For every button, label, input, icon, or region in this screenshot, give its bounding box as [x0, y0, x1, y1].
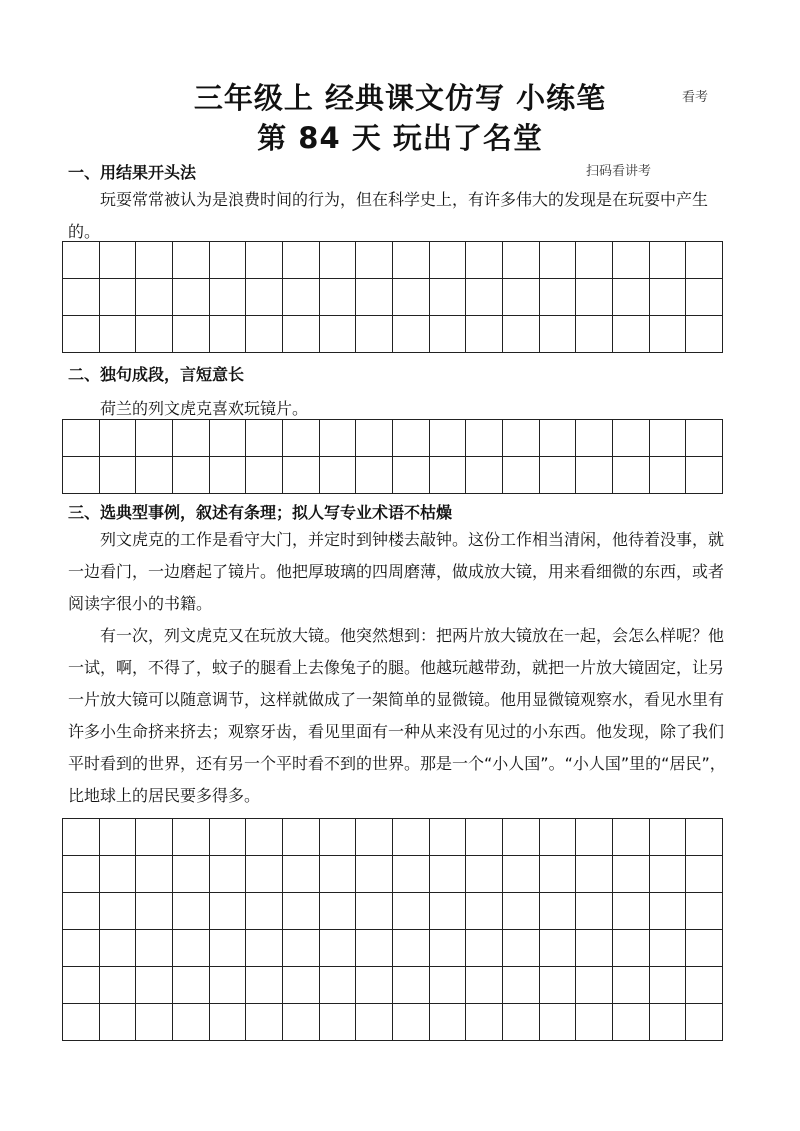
section-1-heading: 一、用结果开头法	[68, 163, 197, 182]
grid-cell[interactable]	[320, 967, 357, 1004]
grid-cell[interactable]	[283, 930, 320, 967]
grid-cell[interactable]	[503, 930, 540, 967]
section-1-paragraph: 玩耍常常被认为是浪费时间的行为，但在科学史上，有许多伟大的发现是在玩耍中产生的。	[68, 190, 709, 241]
grid-cell[interactable]	[393, 242, 430, 279]
grid-cell[interactable]	[613, 856, 650, 893]
section-2-heading: 二、独句成段，言短意长	[68, 365, 245, 384]
grid-cell[interactable]	[613, 420, 650, 457]
grid-cell[interactable]	[173, 930, 210, 967]
grid-cell[interactable]	[576, 856, 613, 893]
grid-cell[interactable]	[246, 316, 283, 353]
grid-cell[interactable]	[650, 930, 687, 967]
grid-cell[interactable]	[686, 420, 723, 457]
grid-cell[interactable]	[173, 420, 210, 457]
section-2-paragraph: 荷兰的列文虎克喜欢玩镜片。	[100, 399, 309, 418]
grid-cell[interactable]	[136, 420, 173, 457]
grid-cell[interactable]	[503, 819, 540, 856]
grid-cell[interactable]	[100, 819, 137, 856]
grid-cell[interactable]	[503, 242, 540, 279]
grid-cell[interactable]	[283, 457, 320, 494]
grid-cell[interactable]	[613, 819, 650, 856]
grid-cell[interactable]	[540, 242, 577, 279]
grid-cell[interactable]	[210, 856, 247, 893]
grid-cell[interactable]	[136, 279, 173, 316]
grid-cell[interactable]	[320, 457, 357, 494]
grid-cell[interactable]	[210, 1004, 247, 1041]
grid-cell[interactable]	[650, 1004, 687, 1041]
grid-cell[interactable]	[686, 457, 723, 494]
grid-cell[interactable]	[63, 1004, 100, 1041]
grid-cell[interactable]	[136, 242, 173, 279]
grid-cell[interactable]	[686, 930, 723, 967]
grid-cell[interactable]	[283, 316, 320, 353]
grid-cell[interactable]	[63, 242, 100, 279]
grid-cell[interactable]	[650, 279, 687, 316]
grid-cell[interactable]	[210, 967, 247, 1004]
grid-cell[interactable]	[173, 893, 210, 930]
writing-grid-3[interactable]	[62, 818, 723, 1041]
grid-cell[interactable]	[466, 893, 503, 930]
grid-cell[interactable]	[246, 930, 283, 967]
grid-cell[interactable]	[173, 316, 210, 353]
grid-cell[interactable]	[576, 819, 613, 856]
grid-cell[interactable]	[356, 242, 393, 279]
grid-cell[interactable]	[63, 967, 100, 1004]
grid-cell[interactable]	[650, 893, 687, 930]
grid-cell[interactable]	[173, 967, 210, 1004]
grid-cell[interactable]	[430, 930, 467, 967]
grid-cell[interactable]	[283, 1004, 320, 1041]
grid-cell[interactable]	[540, 1004, 577, 1041]
grid-cell[interactable]	[503, 1004, 540, 1041]
grid-cell[interactable]	[650, 819, 687, 856]
grid-cell[interactable]	[576, 1004, 613, 1041]
grid-cell[interactable]	[650, 420, 687, 457]
grid-cell[interactable]	[540, 457, 577, 494]
grid-cell[interactable]	[63, 819, 100, 856]
grid-cell[interactable]	[576, 893, 613, 930]
grid-cell[interactable]	[503, 856, 540, 893]
grid-cell[interactable]	[100, 457, 137, 494]
grid-cell[interactable]	[320, 856, 357, 893]
grid-cell[interactable]	[686, 819, 723, 856]
grid-cell[interactable]	[613, 930, 650, 967]
grid-cell[interactable]	[613, 1004, 650, 1041]
grid-cell[interactable]	[540, 967, 577, 1004]
grid-cell[interactable]	[63, 856, 100, 893]
grid-cell[interactable]	[173, 242, 210, 279]
grid-cell[interactable]	[356, 967, 393, 1004]
grid-cell[interactable]	[136, 967, 173, 1004]
grid-cell[interactable]	[650, 457, 687, 494]
grid-cell[interactable]	[540, 279, 577, 316]
grid-cell[interactable]	[100, 420, 137, 457]
grid-cell[interactable]	[430, 819, 467, 856]
grid-cell[interactable]	[650, 242, 687, 279]
grid-cell[interactable]	[210, 242, 247, 279]
grid-cell[interactable]	[320, 893, 357, 930]
grid-cell[interactable]	[466, 242, 503, 279]
grid-cell[interactable]	[356, 819, 393, 856]
grid-cell[interactable]	[136, 856, 173, 893]
grid-cell[interactable]	[246, 967, 283, 1004]
section-3-paragraph-2: 有一次，列文虎克又在玩放大镜。他突然想到：把两片放大镜放在一起，会怎么样呢？他一试，啊，不得了，蚊子的腿看上去像兔子的腿。他越玩越带劲，就把一片放大镜固定，让另一片放大镜可以随意调节，这样就做成了一架简单的显微镜。他用显微镜观察水，看见水里有许多小生命挤来挤去；观察牙齿，看见里面有一种从来没有见过的小东西。他发现，除了我们平时看到的世界，还有另一个平时看不到的世界。那是一个“小人国”。“小人国”里的“居民”，比地球上的居民要多得多。	[68, 626, 726, 805]
grid-cell[interactable]	[503, 420, 540, 457]
grid-cell[interactable]	[576, 420, 613, 457]
grid-cell[interactable]	[63, 893, 100, 930]
grid-cell[interactable]	[320, 420, 357, 457]
grid-cell[interactable]	[283, 420, 320, 457]
grid-cell[interactable]	[173, 1004, 210, 1041]
grid-cell[interactable]	[246, 420, 283, 457]
grid-cell[interactable]	[576, 279, 613, 316]
grid-cell[interactable]	[540, 893, 577, 930]
grid-cell[interactable]	[356, 930, 393, 967]
grid-cell[interactable]	[576, 316, 613, 353]
stamp-label: 看考	[682, 90, 709, 105]
grid-cell[interactable]	[173, 279, 210, 316]
grid-cell[interactable]	[503, 967, 540, 1004]
grid-cell[interactable]	[576, 967, 613, 1004]
grid-cell[interactable]	[100, 893, 137, 930]
grid-cell[interactable]	[650, 967, 687, 1004]
grid-cell[interactable]	[63, 930, 100, 967]
grid-cell[interactable]	[613, 457, 650, 494]
grid-cell[interactable]	[100, 856, 137, 893]
grid-cell[interactable]	[613, 967, 650, 1004]
grid-cell[interactable]	[540, 856, 577, 893]
grid-cell[interactable]	[246, 279, 283, 316]
grid-cell[interactable]	[393, 893, 430, 930]
grid-cell[interactable]	[100, 1004, 137, 1041]
grid-cell[interactable]	[393, 856, 430, 893]
grid-cell[interactable]	[466, 1004, 503, 1041]
grid-cell[interactable]	[393, 316, 430, 353]
grid-cell[interactable]	[430, 457, 467, 494]
grid-cell[interactable]	[320, 930, 357, 967]
grid-cell[interactable]	[540, 316, 577, 353]
grid-cell[interactable]	[173, 856, 210, 893]
grid-cell[interactable]	[136, 316, 173, 353]
grid-cell[interactable]	[540, 420, 577, 457]
grid-cell[interactable]	[210, 420, 247, 457]
grid-cell[interactable]	[430, 967, 467, 1004]
grid-cell[interactable]	[430, 1004, 467, 1041]
grid-cell[interactable]	[576, 930, 613, 967]
grid-cell[interactable]	[246, 893, 283, 930]
grid-cell[interactable]	[100, 967, 137, 1004]
grid-cell[interactable]	[540, 930, 577, 967]
grid-cell[interactable]	[136, 930, 173, 967]
grid-cell[interactable]	[63, 420, 100, 457]
grid-cell[interactable]	[686, 242, 723, 279]
grid-cell[interactable]	[320, 1004, 357, 1041]
grid-cell[interactable]	[393, 279, 430, 316]
grid-cell[interactable]	[356, 856, 393, 893]
grid-cell[interactable]	[576, 457, 613, 494]
grid-cell[interactable]	[503, 316, 540, 353]
grid-cell[interactable]	[540, 819, 577, 856]
page-subtitle: 第 84 天 玩出了名堂	[257, 121, 543, 155]
grid-cell[interactable]	[283, 242, 320, 279]
grid-cell[interactable]	[430, 279, 467, 316]
page-title: 三年级上 经典课文仿写 小练笔	[193, 81, 607, 115]
grid-cell[interactable]	[63, 279, 100, 316]
grid-cell[interactable]	[686, 279, 723, 316]
writing-grid-2[interactable]	[62, 419, 723, 494]
grid-cell[interactable]	[466, 420, 503, 457]
grid-cell[interactable]	[246, 856, 283, 893]
grid-cell[interactable]	[650, 316, 687, 353]
section-3-heading: 三、选典型事例，叙述有条理；拟人写专业术语不枯燥	[68, 503, 453, 522]
grid-cell[interactable]	[356, 279, 393, 316]
grid-cell[interactable]	[613, 242, 650, 279]
grid-cell[interactable]	[210, 893, 247, 930]
grid-cell[interactable]	[503, 279, 540, 316]
grid-cell[interactable]	[466, 930, 503, 967]
grid-cell[interactable]	[686, 316, 723, 353]
grid-cell[interactable]	[430, 420, 467, 457]
grid-cell[interactable]	[503, 457, 540, 494]
grid-cell[interactable]	[136, 457, 173, 494]
grid-cell[interactable]	[466, 967, 503, 1004]
grid-cell[interactable]	[393, 457, 430, 494]
grid-cell[interactable]	[613, 316, 650, 353]
grid-cell[interactable]	[613, 893, 650, 930]
grid-cell[interactable]	[283, 819, 320, 856]
grid-cell[interactable]	[283, 279, 320, 316]
grid-cell[interactable]	[320, 242, 357, 279]
grid-cell[interactable]	[246, 457, 283, 494]
section-3-paragraph-1: 列文虎克的工作是看守大门，并定时到钟楼去敲钟。这份工作相当清闲，他待着没事，就一边看门，一边磨起了镜片。他把厚玻璃的四周磨薄，做成放大镜，用来看细微的东西，或者阅读字很小的书籍。	[68, 530, 725, 613]
grid-cell[interactable]	[650, 856, 687, 893]
grid-cell[interactable]	[356, 316, 393, 353]
grid-cell[interactable]	[320, 316, 357, 353]
grid-cell[interactable]	[283, 893, 320, 930]
writing-grid-1[interactable]	[62, 241, 723, 353]
grid-cell[interactable]	[210, 316, 247, 353]
grid-cell[interactable]	[356, 893, 393, 930]
grid-cell[interactable]	[136, 893, 173, 930]
grid-cell[interactable]	[100, 930, 137, 967]
grid-cell[interactable]	[430, 242, 467, 279]
grid-cell[interactable]	[686, 1004, 723, 1041]
grid-cell[interactable]	[173, 819, 210, 856]
grid-cell[interactable]	[246, 1004, 283, 1041]
grid-cell[interactable]	[283, 967, 320, 1004]
grid-cell[interactable]	[210, 819, 247, 856]
grid-cell[interactable]	[63, 316, 100, 353]
grid-cell[interactable]	[576, 242, 613, 279]
scan-prompt: 扫码看讲考	[586, 164, 652, 179]
grid-cell[interactable]	[320, 819, 357, 856]
grid-cell[interactable]	[100, 316, 137, 353]
grid-cell[interactable]	[246, 819, 283, 856]
grid-cell[interactable]	[173, 457, 210, 494]
grid-cell[interactable]	[210, 279, 247, 316]
grid-cell[interactable]	[136, 819, 173, 856]
grid-cell[interactable]	[100, 279, 137, 316]
grid-cell[interactable]	[356, 457, 393, 494]
grid-cell[interactable]	[393, 1004, 430, 1041]
grid-cell[interactable]	[393, 420, 430, 457]
grid-cell[interactable]	[356, 420, 393, 457]
grid-cell[interactable]	[136, 1004, 173, 1041]
grid-cell[interactable]	[466, 819, 503, 856]
grid-cell[interactable]	[466, 856, 503, 893]
grid-cell[interactable]	[283, 856, 320, 893]
grid-cell[interactable]	[613, 279, 650, 316]
grid-cell[interactable]	[100, 242, 137, 279]
grid-cell[interactable]	[393, 930, 430, 967]
grid-cell[interactable]	[210, 457, 247, 494]
grid-cell[interactable]	[686, 856, 723, 893]
grid-cell[interactable]	[356, 1004, 393, 1041]
grid-cell[interactable]	[466, 279, 503, 316]
grid-cell[interactable]	[430, 856, 467, 893]
grid-cell[interactable]	[430, 893, 467, 930]
grid-cell[interactable]	[210, 930, 247, 967]
grid-cell[interactable]	[246, 242, 283, 279]
grid-cell[interactable]	[466, 457, 503, 494]
grid-cell[interactable]	[393, 819, 430, 856]
grid-cell[interactable]	[686, 893, 723, 930]
grid-cell[interactable]	[466, 316, 503, 353]
grid-cell[interactable]	[430, 316, 467, 353]
grid-cell[interactable]	[686, 967, 723, 1004]
grid-cell[interactable]	[63, 457, 100, 494]
grid-cell[interactable]	[393, 967, 430, 1004]
grid-cell[interactable]	[503, 893, 540, 930]
grid-cell[interactable]	[320, 279, 357, 316]
